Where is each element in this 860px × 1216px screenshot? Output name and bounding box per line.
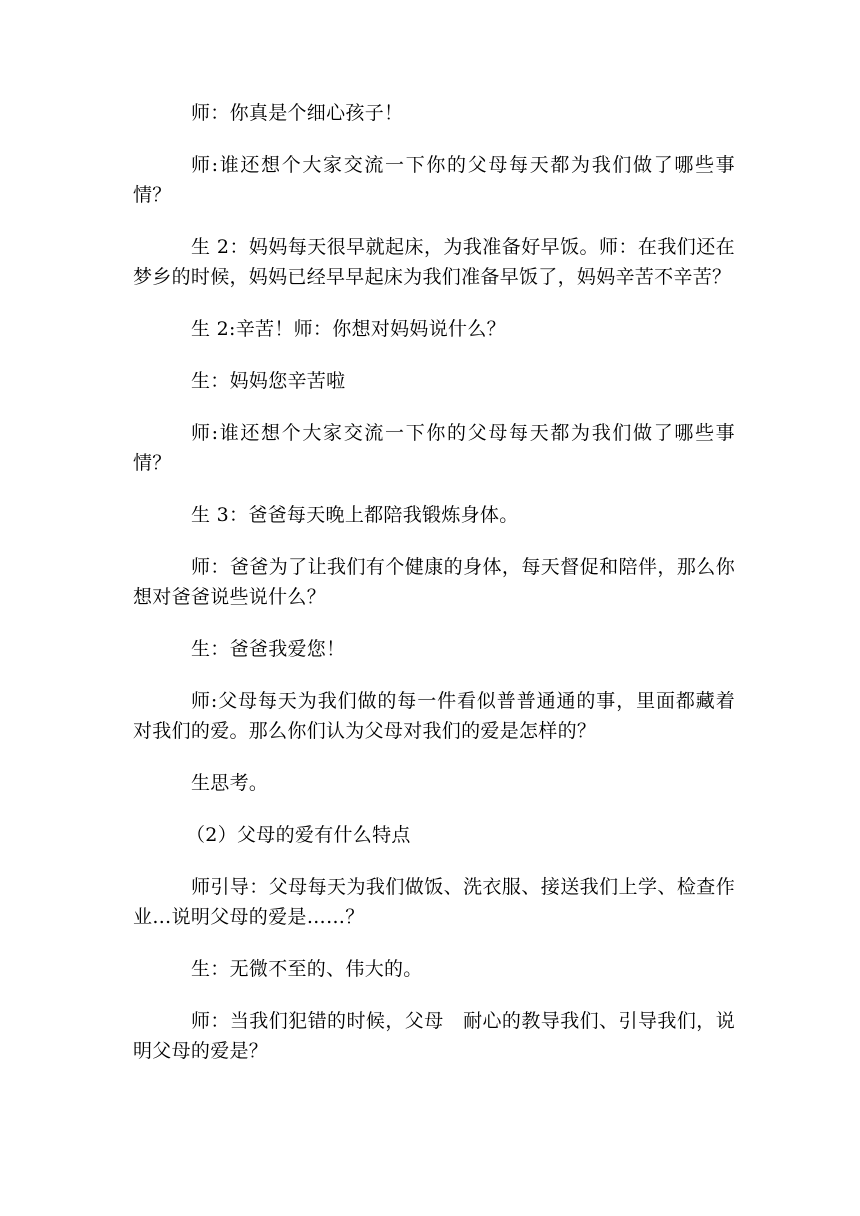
paragraph: 师:谁还想个大家交流一下你的父母每天都为我们做了哪些事情？ — [133, 154, 735, 206]
paragraph: 生：无微不至的、伟大的。 — [191, 958, 423, 980]
paragraph: 师：爸爸为了让我们有个健康的身体，每天督促和陪伴，那么你想对爸爸说些说什么？ — [133, 556, 735, 608]
paragraph: 师:父母每天为我们做的每一件看似普普通通的事，里面都藏着对我们的爱。那么你们认为父母对我们的爱是怎样的？ — [133, 690, 735, 742]
paragraph: 师引导：父母每天为我们做饭、洗衣服、接送我们上学、检查作业…说明父母的爱是……？ — [133, 876, 735, 928]
section-heading: （2）父母的爱有什么特点 — [186, 824, 411, 846]
paragraph: 师:谁还想个大家交流一下你的父母每天都为我们做了哪些事情？ — [133, 422, 735, 474]
paragraph: 生：爸爸我爱您！ — [191, 638, 346, 660]
paragraph: 生 2：妈妈每天很早就起床，为我准备好早饭。师：在我们还在梦乡的时候，妈妈已经早早起床为我们准备早饭了，妈妈辛苦不辛苦？ — [133, 236, 735, 288]
paragraph: 师：你真是个细心孩子！ — [191, 102, 404, 124]
paragraph: 师：当我们犯错的时候，父母 耐心的教导我们、引导我们，说明父母的爱是？ — [133, 1010, 735, 1062]
paragraph: 生 2:辛苦！师：你想对妈妈说什么？ — [191, 318, 506, 340]
paragraph: 生：妈妈您辛苦啦 — [191, 370, 346, 392]
paragraph: 生 3：爸爸每天晚上都陪我锻炼身体。 — [191, 504, 519, 526]
paragraph: 生思考。 — [191, 772, 269, 794]
document-body — [133, 98, 735, 1088]
